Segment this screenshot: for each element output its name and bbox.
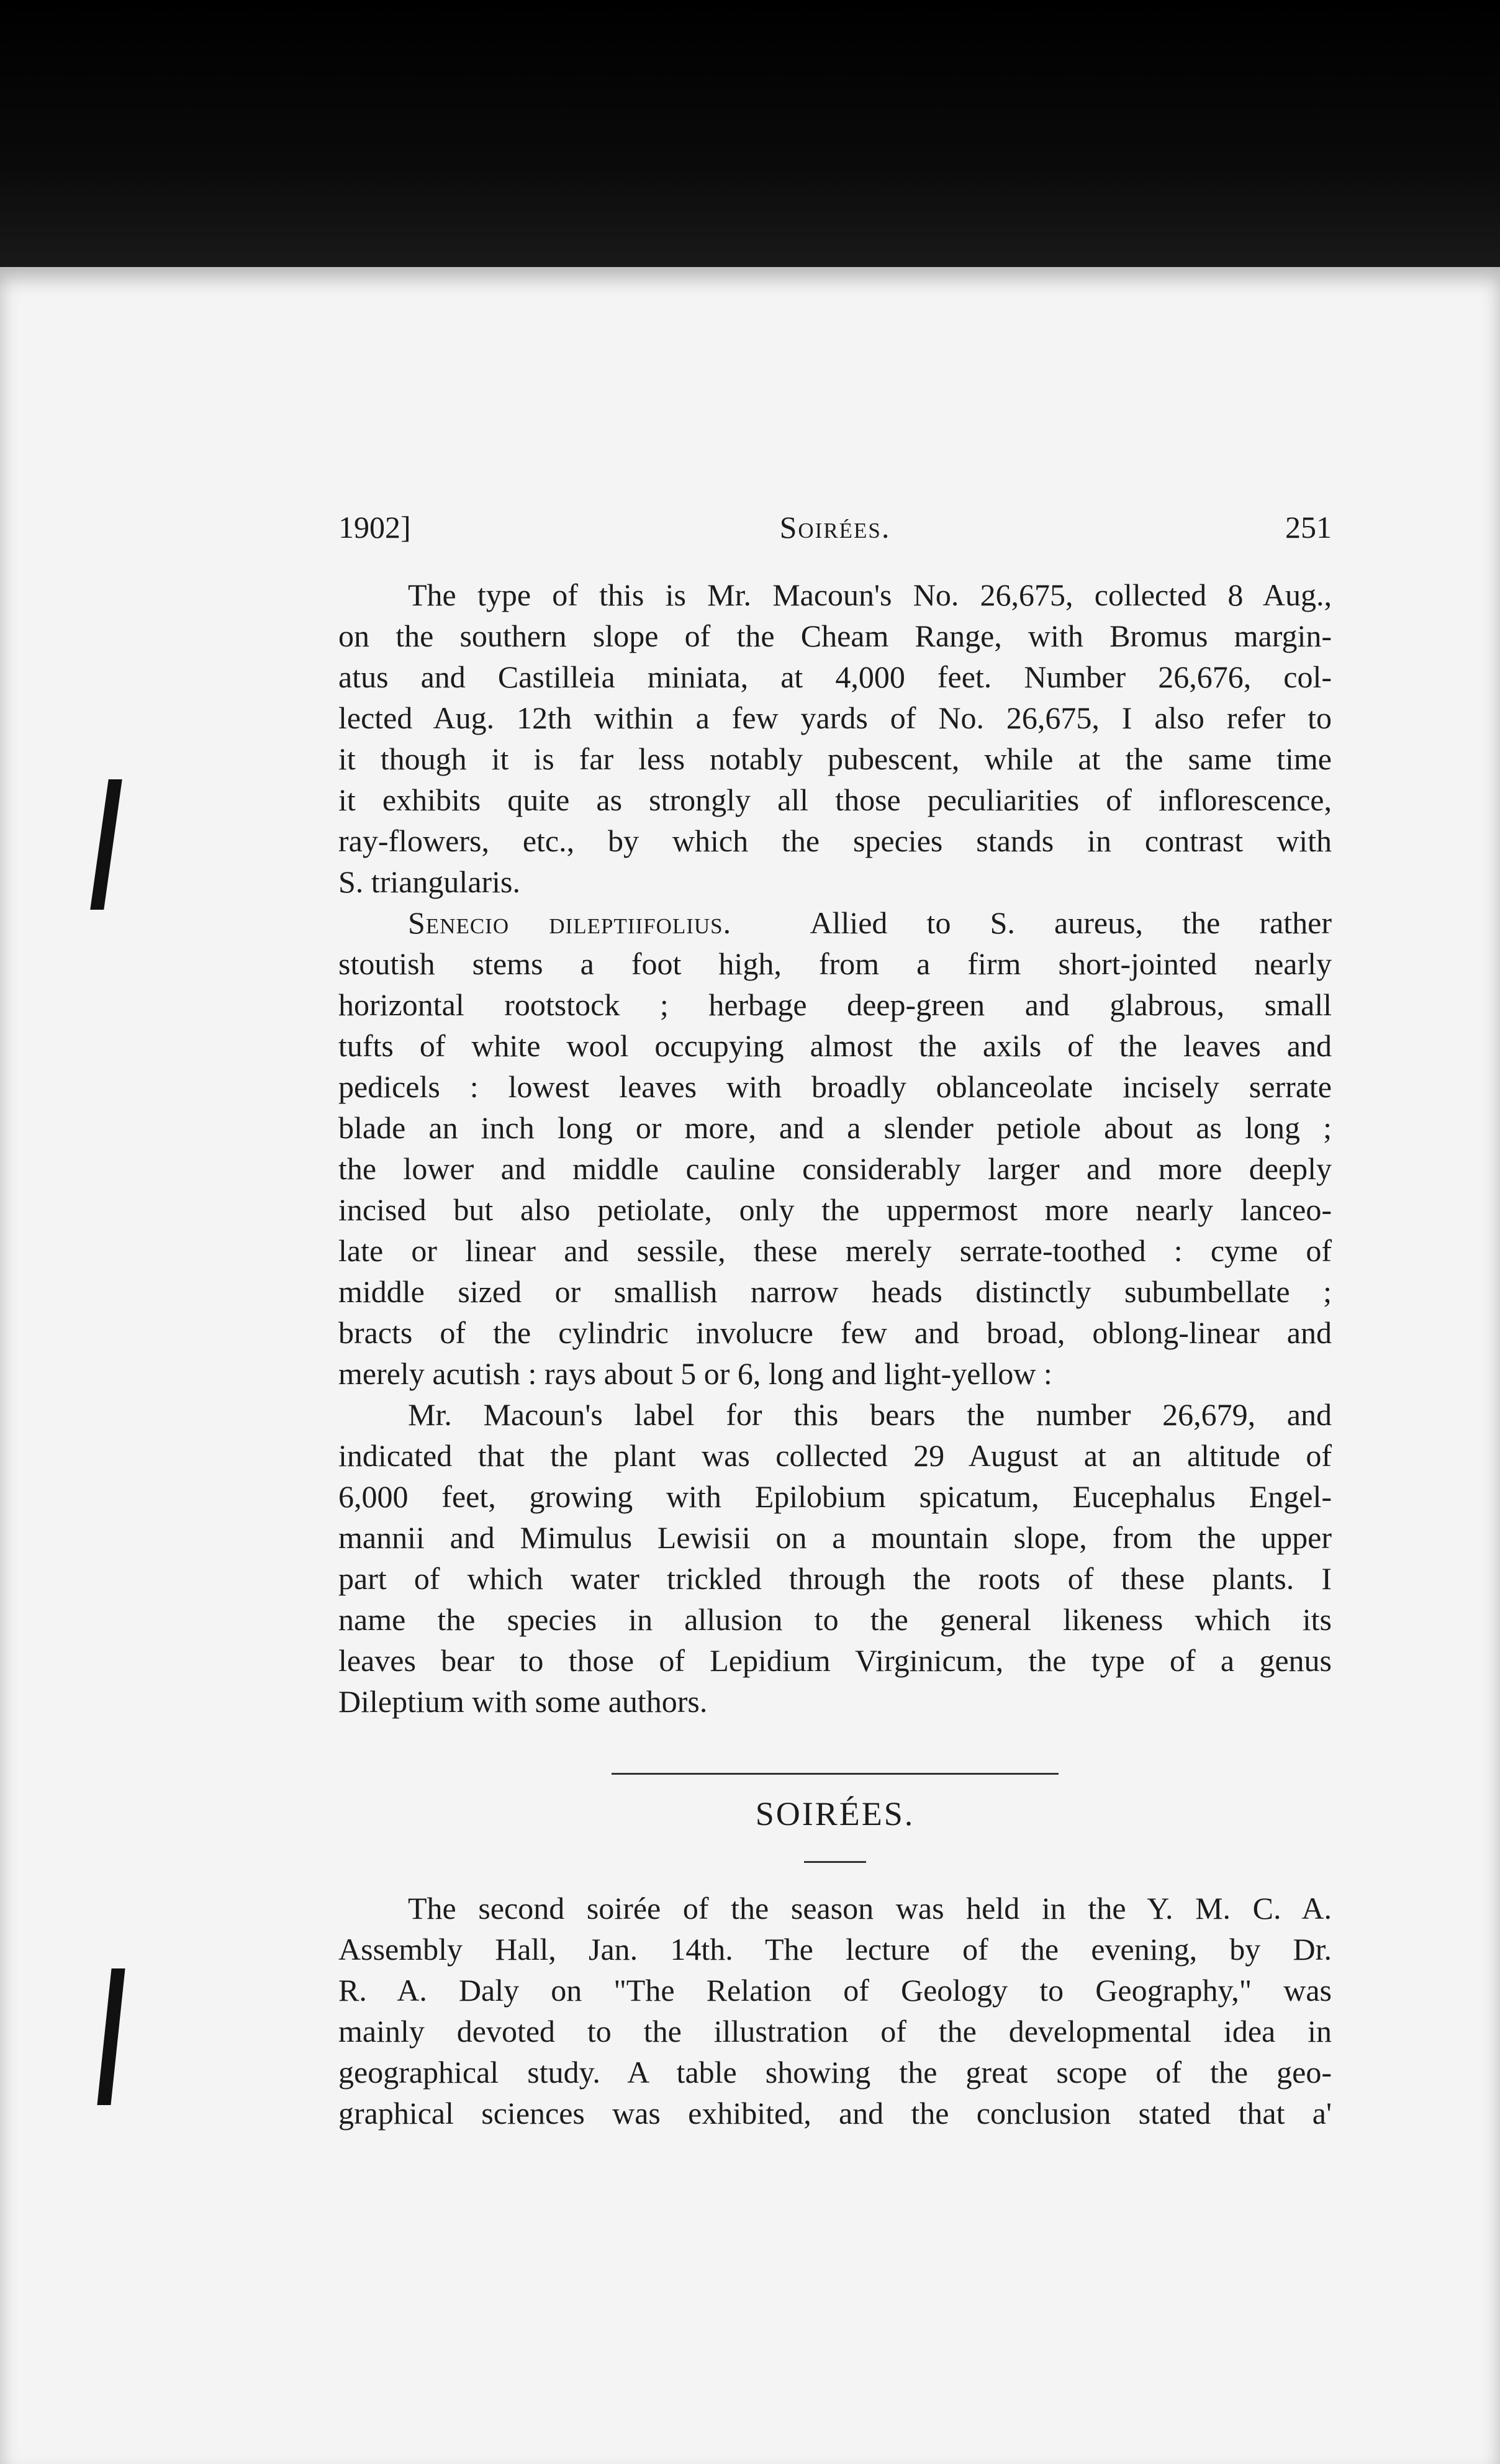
text-line: S. triangularis. [338, 864, 521, 899]
text-line: part of which water trickled through the roots of these plants. I [338, 1561, 1332, 1596]
main-text [338, 574, 1332, 1722]
text-line: the lower and middle cauline considerably larger and more deeply [338, 1151, 1332, 1186]
text-line: geographical study. A table showing the great scope of the geo- [338, 2055, 1332, 2090]
text-line: middle sized or smallish narrow heads distinctly subumbellate ; [338, 1274, 1332, 1309]
section-divider [612, 1773, 1059, 1775]
text-line: atus and Castilleia miniata, at 4,000 feet. Number 26,676, col- [338, 659, 1332, 694]
text-line: incised but also petiolate, only the uppermost more nearly lanceo- [338, 1192, 1332, 1227]
text-line: mannii and Mimulus Lewisii on a mountain slope, from the upper [338, 1520, 1332, 1555]
text-line: stoutish stems a foot high, from a firm short-jointed nearly [338, 946, 1332, 981]
header-title: Soirées. [779, 510, 891, 545]
text-line: 6,000 feet, growing with Epilobium spicatum, Eucephalus Engel- [338, 1479, 1332, 1514]
soirees-text [338, 1888, 1332, 2134]
text-line: leaves bear to those of Lepidium Virginicum, the type of a genus [338, 1643, 1332, 1678]
text-line: pedicels : lowest leaves with broadly oblanceolate incisely serrate [338, 1069, 1332, 1104]
title-rule [804, 1861, 866, 1863]
text-line: on the southern slope of the Cheam Range, with Bromus margin- [338, 618, 1332, 653]
text-line: Dileptium with some authors. [338, 1684, 708, 1719]
text-line: Mr. Macoun's label for this bears the number 26,679, and [408, 1397, 1332, 1432]
text-line: ray-flowers, etc., by which the species stands in contrast with [338, 823, 1332, 858]
text-line: horizontal rootstock ; herbage deep-green and glabrous, small [338, 987, 1332, 1022]
text-line: R. A. Daly on "The Relation of Geology to Geography," was [338, 1973, 1332, 2008]
text-line: blade an inch long or more, and a slender petiole about as long ; [338, 1110, 1332, 1145]
page-number: 251 [1285, 510, 1332, 545]
species-heading: Senecio dileptiifolius. [408, 905, 732, 940]
running-head [338, 509, 1332, 553]
scan-background [0, 0, 1500, 273]
text-line: tufts of white wool occupying almost the axils of the leaves and [338, 1028, 1332, 1063]
text-line: mainly devoted to the illustration of the developmental idea in [338, 2014, 1332, 2049]
text-line: name the species in allusion to the general likeness which its [338, 1602, 1332, 1637]
text-line: The second soirée of the season was held in the Y. M. C. A. [408, 1891, 1332, 1926]
text-line-lead [338, 902, 1332, 943]
text-line: The type of this is Mr. Macoun's No. 26,675, collected 8 Aug., [408, 578, 1332, 612]
text-line: Assembly Hall, Jan. 14th. The lecture of the evening, by Dr. [338, 1932, 1332, 1967]
text-line: lected Aug. 12th within a few yards of No. 26,675, I also refer to [338, 700, 1332, 735]
section-title: SOIRÉES. [755, 1795, 915, 1832]
text-line: bracts of the cylindric involucre few and broad, oblong-linear and [338, 1315, 1332, 1350]
text-line: indicated that the plant was collected 29 August at an altitude of [338, 1438, 1332, 1473]
text-line: it though it is far less notably pubescent, while at the same time [338, 741, 1332, 776]
header-year: 1902] [338, 510, 411, 545]
text-line: late or linear and sessile, these merely serrate-toothed : cyme of [338, 1233, 1332, 1268]
text-line: graphical sciences was exhibited, and the conclusion stated that a' [338, 2096, 1332, 2131]
text-fragment: Allied to S. aureus, the rather [810, 905, 1332, 940]
text-line: merely acutish : rays about 5 or 6, long and light-yellow : [338, 1356, 1052, 1391]
text-line: it exhibits quite as strongly all those peculiarities of inflorescence, [338, 782, 1332, 817]
